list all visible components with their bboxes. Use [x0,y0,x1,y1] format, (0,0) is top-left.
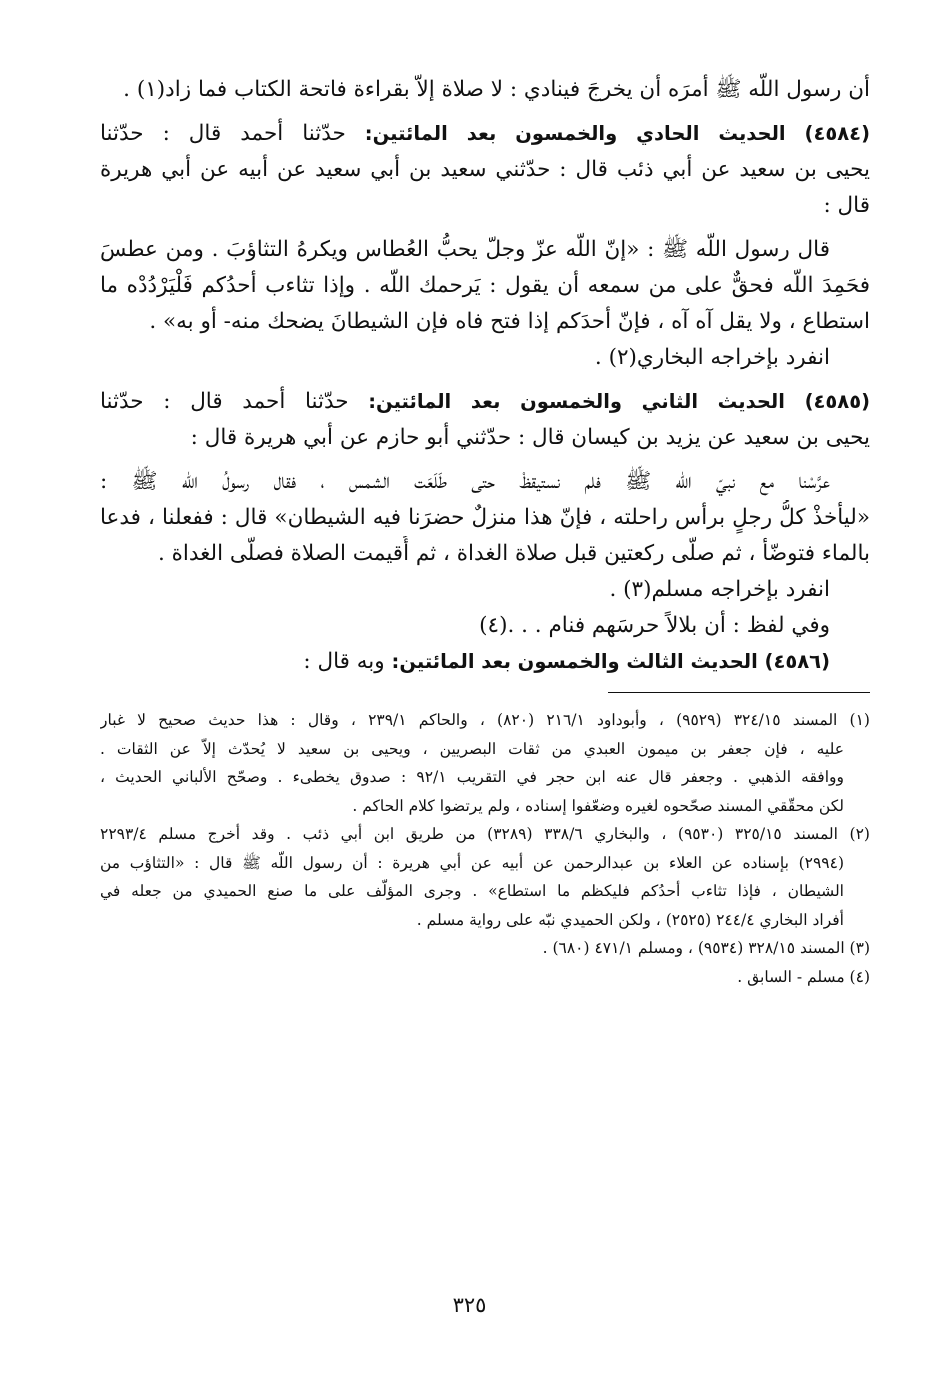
text-line [100,500,870,536]
text-line [100,608,870,644]
text-line [100,420,870,456]
footnotes [100,706,870,991]
hadith-heading-line [100,384,870,420]
line-text: حدّثنا أحمد قال : حدّثنا [100,121,365,146]
footnote-line: (٤) مسلم - السابق . [737,967,870,986]
line-text: أن رسول اللّه ﷺ أمرَه أن يخرجَ فينادي : لا صلاة إلاّ بقراءة فاتحة الكتاب فما زاد(١) . [123,77,870,102]
footnote-line: (٢) المسند ٣٢٥/١٥ (٩٥٣٠) ، والبخاري ٣٣٨/٦ (٣٢٨٩) من طريق ابن أبي ذئب . وقد أخرج مسلم ٢٢٩٣/٤ [100,825,870,843]
footnote-line: لكن محقّقي المسند صحّحوه لغيره وضعّفوا إسناده ، ولم يرتضوا كلام الحاكم . [352,796,844,815]
line-text: انفرد بإخراجه البخاري(٢) . [594,345,830,370]
paragraph-gap [100,224,870,232]
footnote-line: (١) المسند ٣٢٤/١٥ (٩٥٢٩) ، وأبوداود ٢١٦/١ (٨٢٠) ، والحاكم ٢٣٩/١ ، وقال : هذا حديث صحيح لا غبار [100,711,870,729]
footnote-line: ووافقه الذهبي . وجعفر قال عنه ابن حجر في التقريب ٩٢/١ : صدوق يخطىء . وصحّح الألباني الحديث ، [100,768,844,786]
footnote-line: عليه ، فإن جعفر بن ميمون العبدي من ثقات البصريين ، ويحيى بن سعيد لا يُحدّث إلاّ عن الثقات . [100,739,844,758]
paragraph-gap [100,108,870,116]
hadith-title: (٤٥٨٦) الحديث الثالث والخمسون بعد المائتين: [391,650,830,673]
page-number: ٣٢٥ [452,1293,487,1317]
hadith-heading-line [100,116,870,152]
hadith-title: (٤٥٨٥) الحديث الثاني والخمسون بعد المائتين: [368,390,870,413]
line-text: «ليأخذْ كلُّ رجلٍ برأس راحلته ، فإنّ هذا منزلٌ حضرَنا فيه الشيطان» قال : ففعلنا ، فدعا [100,505,870,530]
footnote-separator [608,692,870,693]
line-text: بالماء فتوضّأ ، ثم صلّى ركعتين قبل صلاة الغداة ، ثم أُقيمت الصلاة فصلّى الغداة . [157,541,870,566]
line-text: وبه قال : [303,649,392,674]
text-line [100,536,870,572]
line-text: قال رسول اللّه ﷺ : «إنّ اللّه عزّ وجلّ يحبُّ العُطاس ويكرهُ التثاؤبَ . ومن عطسَ [100,237,830,262]
line-text: عرَّسْنا مع نبيّ اللّه ﷺ فلم نستيقظْ حتى طَلَعَت الشمس ، فقال رسولُ اللّه ﷺ : [100,469,830,494]
text-line [100,340,870,376]
footnote-line: (٣) المسند ٣٢٨/١٥ (٩٥٣٤) ، ومسلم ٤٧١/١ (٦٨٠) . [542,939,870,957]
footnote-separator-wrap [100,680,870,706]
text-line [100,304,870,340]
text-line [100,152,870,188]
line-text: وفي لفظ : أن بلالاً حرسَهم فنام . . .(٤) [479,613,830,638]
hadith-title: (٤٥٨٤) الحديث الحادي والخمسون بعد المائتين: [364,122,870,145]
line-text: استطاع ، ولا يقل آه آه ، فإنّ أحدَكم إذا فتح فاه فإن الشيطانَ يضحك منه- أو به» . [149,309,870,334]
footnote-line: الشيطان ، فإذا تثاءب أحدُكم فليكظم ما استطاع» . وجرى المؤلّف على ما صنع الحميدي من جعله في [100,882,844,900]
hadith-heading-line [100,644,870,680]
line-text: يحيى بن سعيد عن أبي ذئب قال : حدّثني سعيد بن أبي سعيد عن أبيه عن أبي هريرة [100,157,870,182]
footnote-line: أفراد البخاري ٢٤٤/٤ (٢٥٢٥) ، ولكن الحميدي نبّه على رواية مسلم . [416,910,844,929]
paragraph-gap [100,456,870,464]
paragraph-gap [100,376,870,384]
page-body [100,72,870,991]
main-text [100,72,870,680]
text-line [100,72,870,108]
text-line [100,232,870,268]
text-line [100,464,870,500]
text-line [100,268,870,304]
line-text: يحيى بن سعيد عن يزيد بن كيسان قال : حدّثني أبو حازم عن أبي هريرة قال : [190,425,870,450]
text-line [100,188,870,224]
footnote-line: (٢٩٩٤) بإسناده عن العلاء بن عبدالرحمن عن أبيه عن أبي هريرة : أن رسول اللّه ﷺ قال : «التثاؤب من [100,853,844,872]
line-text: قال : [823,193,870,218]
line-text: انفرد بإخراجه مسلم(٣) . [609,577,830,602]
line-text: فحَمِدَ اللّه فحقٌّ على من سمعه أن يقول : يَرحمك اللّه . وإذا تثاءب أحدُكم فَلْيَرْدُدْه ما [100,273,870,298]
line-text: حدّثنا أحمد قال : حدّثنا [100,389,369,414]
text-line [100,572,870,608]
